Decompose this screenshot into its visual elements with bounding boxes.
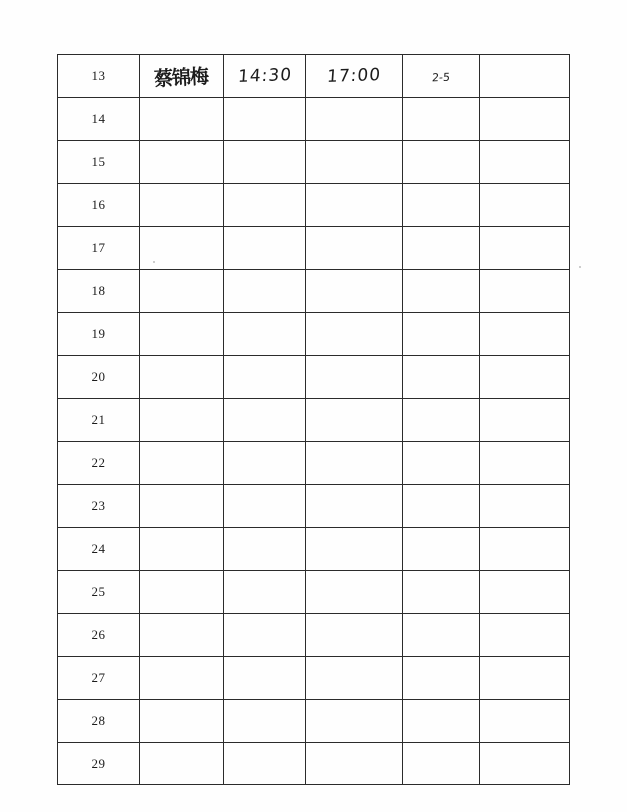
start-time-cell [224,98,306,141]
table-row [58,657,570,700]
note-cell [480,227,570,270]
table-row [58,270,570,313]
room-cell [403,313,480,356]
name-cell [140,442,224,485]
table-row [58,700,570,743]
note-cell [480,657,570,700]
note-cell [480,614,570,657]
note-cell [480,528,570,571]
start-time-cell [224,399,306,442]
note-cell [480,356,570,399]
end-time-cell [306,743,403,785]
end-time-cell [306,442,403,485]
name-cell [140,184,224,227]
note-cell [480,399,570,442]
room-cell [403,743,480,785]
name-cell [140,98,224,141]
scan-speck [153,261,155,263]
note-cell [480,442,570,485]
start-time-cell [224,442,306,485]
start-time-cell [224,743,306,785]
name-cell [140,700,224,743]
scan-speck [579,266,581,268]
note-cell [480,270,570,313]
start-time-cell [224,184,306,227]
row-number-cell: 15 [58,141,140,184]
table-row [58,442,570,485]
end-time-cell [306,657,403,700]
row-number-cell: 16 [58,184,140,227]
table-row [58,141,570,184]
start-time-cell [224,614,306,657]
table-row [58,313,570,356]
name-cell [140,528,224,571]
table-row [58,571,570,614]
end-time-text: 17:00 [326,65,382,87]
table-row [58,356,570,399]
room-cell [403,356,480,399]
room-text: 2-5 [431,70,451,85]
start-time-cell [224,571,306,614]
room-cell [403,184,480,227]
table-row [58,227,570,270]
table-row [58,528,570,571]
room-cell [403,700,480,743]
table-row [58,98,570,141]
start-time-cell [224,356,306,399]
note-cell [480,98,570,141]
end-time-cell [306,270,403,313]
name-text: 蔡锦梅 [153,64,210,91]
room-cell [403,98,480,141]
name-cell [140,141,224,184]
room-cell [403,657,480,700]
end-time-cell [306,227,403,270]
end-time-cell [306,141,403,184]
start-time-cell [224,313,306,356]
name-cell [140,614,224,657]
row-number-cell: 19 [58,313,140,356]
row-number-cell: 21 [58,399,140,442]
room-cell [403,571,480,614]
note-cell [480,700,570,743]
name-cell [140,657,224,700]
start-time-cell [224,700,306,743]
log-table [57,54,570,785]
end-time-cell [306,55,403,98]
name-cell [140,227,224,270]
room-cell [403,614,480,657]
room-cell [403,141,480,184]
end-time-cell [306,485,403,528]
note-cell [480,141,570,184]
end-time-cell [306,356,403,399]
note-cell [480,313,570,356]
name-cell [140,313,224,356]
end-time-cell [306,700,403,743]
end-time-cell [306,184,403,227]
name-cell [140,270,224,313]
table-row [58,399,570,442]
table-row [58,55,570,98]
row-number-cell: 17 [58,227,140,270]
room-cell [403,399,480,442]
name-cell [140,356,224,399]
note-cell [480,743,570,785]
table-row [58,485,570,528]
row-number-cell: 23 [58,485,140,528]
name-cell [140,571,224,614]
row-number-cell: 13 [58,55,140,98]
end-time-cell [306,614,403,657]
row-number-cell: 26 [58,614,140,657]
room-cell [403,227,480,270]
note-cell [480,571,570,614]
row-number-cell: 14 [58,98,140,141]
row-number-cell: 27 [58,657,140,700]
start-time-cell [224,141,306,184]
table-row [58,614,570,657]
end-time-cell [306,528,403,571]
name-cell [140,743,224,785]
room-cell [403,485,480,528]
end-time-cell [306,571,403,614]
start-time-cell [224,528,306,571]
row-number-cell: 25 [58,571,140,614]
name-cell [140,55,224,98]
row-number-cell: 22 [58,442,140,485]
row-number-cell: 29 [58,743,140,785]
end-time-cell [306,98,403,141]
note-cell [480,55,570,98]
log-table-body [58,55,570,785]
start-time-cell [224,227,306,270]
row-number-cell: 28 [58,700,140,743]
start-time-text: 14:30 [236,65,293,87]
room-cell [403,55,480,98]
name-cell [140,399,224,442]
end-time-cell [306,313,403,356]
room-cell [403,528,480,571]
table-row [58,184,570,227]
row-number-cell: 24 [58,528,140,571]
note-cell [480,485,570,528]
row-number-cell: 20 [58,356,140,399]
room-cell [403,270,480,313]
name-cell [140,485,224,528]
end-time-cell [306,399,403,442]
room-cell [403,442,480,485]
start-time-cell [224,270,306,313]
start-time-cell [224,55,306,98]
table-row [58,743,570,785]
start-time-cell [224,485,306,528]
row-number-cell: 18 [58,270,140,313]
start-time-cell [224,657,306,700]
note-cell [480,184,570,227]
